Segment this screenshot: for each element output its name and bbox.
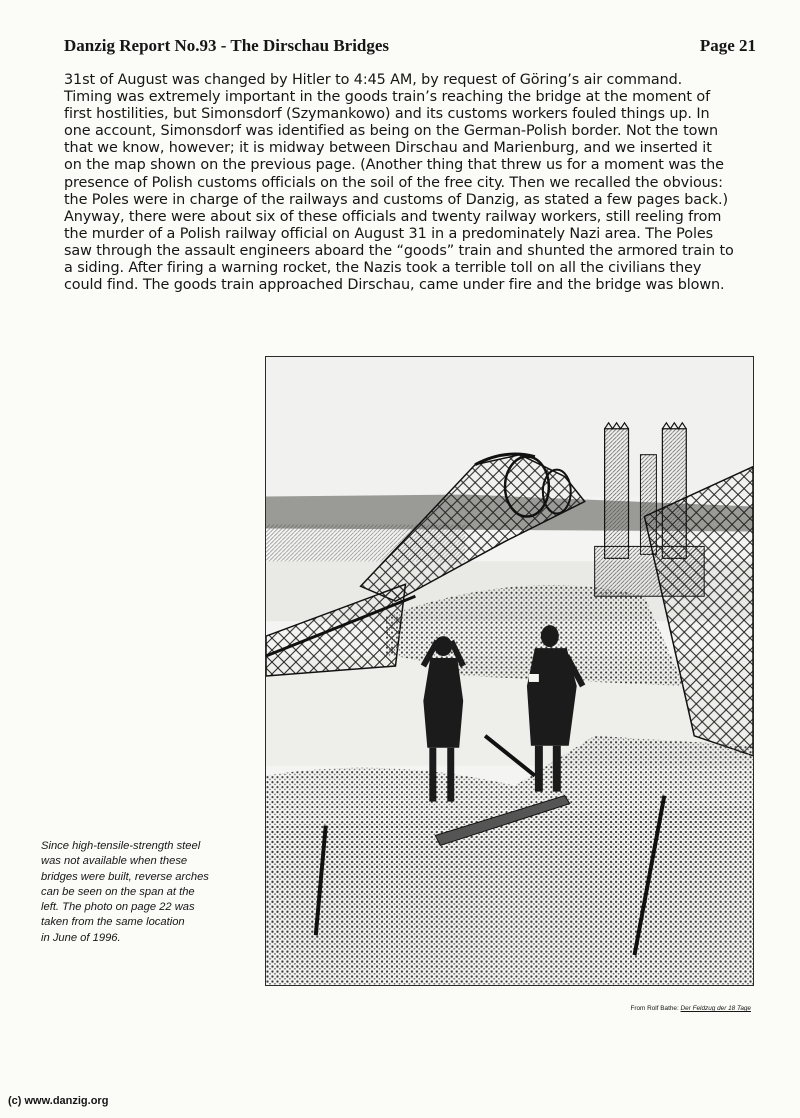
caption-line: left. The photo on page 22 was bbox=[41, 901, 195, 914]
body-line: Timing was extremely important in the goods train’s reaching the bridge at the moment of bbox=[64, 89, 711, 106]
body-line: 31st of August was changed by Hitler to 4:45 AM, by request of Göring’s air command. bbox=[64, 72, 683, 88]
caption-line: can be seen on the span at the bbox=[41, 885, 195, 898]
body-line: presence of Polish customs officials on the soil of the free city. Then we recalled the obvious: bbox=[64, 174, 723, 191]
body-line: could find. The goods train approached Dirschau, came under fire and the bridge was blown. bbox=[64, 277, 725, 294]
report-title: Danzig Report No.93 - The Dirschau Bridges bbox=[64, 36, 390, 55]
caption-line: was not available when these bbox=[41, 855, 188, 868]
body-line: on the map shown on the previous page. (Another thing that threw us for a moment was the bbox=[64, 157, 724, 174]
body-line: that we know, however; it is midway between Dirschau and Marienburg, and we inserted it bbox=[64, 140, 712, 157]
page-header bbox=[64, 36, 756, 60]
body-line: a siding. After firing a warning rocket, the Nazis took a terrible toll on all the civilians they bbox=[64, 260, 702, 277]
caption-line: Since high-tensile-strength steel bbox=[41, 840, 201, 852]
photo-credit bbox=[630, 1005, 751, 1012]
credit-book-title: Der Feldzug der 18 Tage bbox=[680, 1005, 751, 1012]
bridge-ruins-illustration bbox=[266, 357, 753, 985]
body-line: one account, Simonsdorf was identified as being on the German-Polish border. Not the town bbox=[64, 123, 719, 140]
page-number: Page 21 bbox=[699, 36, 756, 55]
caption-line: bridges were built, reverse arches bbox=[41, 870, 209, 883]
body-line: the Poles were in charge of the railways and customs of Danzig, as stated a few pages back.) bbox=[64, 191, 728, 208]
body-line: the murder of a Polish railway official on August 31 in a predominately Nazi area. The Poles bbox=[64, 225, 713, 242]
site-footer: (c) www.danzig.org bbox=[8, 1095, 109, 1107]
credit-prefix: From Rolf Bathe: bbox=[630, 1005, 681, 1012]
body-paragraph bbox=[64, 72, 764, 294]
body-line: saw through the assault engineers aboard the “goods” train and shunted the armored train to bbox=[64, 242, 734, 259]
caption-line: taken from the same location bbox=[41, 916, 185, 929]
body-line: Anyway, there were about six of these officials and twenty railway workers, still reeling from bbox=[64, 208, 722, 225]
caption-line: in June of 1996. bbox=[41, 931, 121, 944]
bridge-ruins-photo bbox=[265, 356, 754, 986]
body-line: first hostilities, but Simonsdorf (Szymankowo) and its customs workers fouled things up. In bbox=[64, 106, 710, 123]
photo-caption bbox=[41, 839, 261, 946]
